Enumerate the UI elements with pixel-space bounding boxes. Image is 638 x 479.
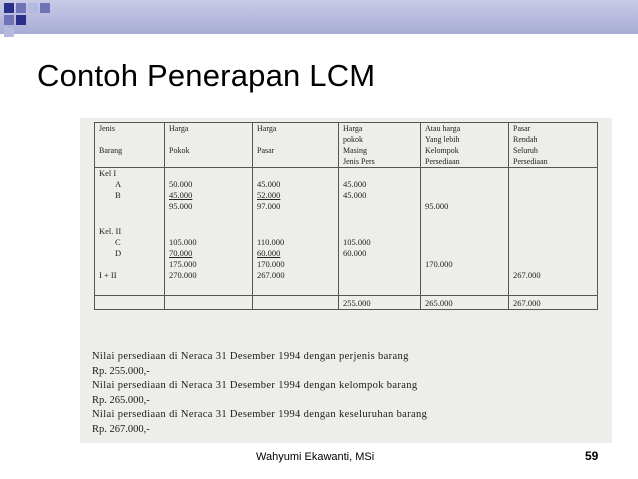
table-cell: Harga xyxy=(253,123,339,135)
table-cell xyxy=(339,201,421,212)
table-cell: B xyxy=(95,190,165,201)
table-cell: 255.000 xyxy=(339,296,421,310)
table-cell: 45.000 xyxy=(339,190,421,201)
table-cell: 170.000 xyxy=(421,259,509,270)
table-cell xyxy=(165,212,253,226)
page-number: 59 xyxy=(585,449,599,463)
table-cell xyxy=(165,134,253,145)
note-line: Rp. 267.000,- xyxy=(92,423,150,435)
table-cell: Pasar xyxy=(253,145,339,156)
table-row xyxy=(95,248,598,259)
inventory-notes xyxy=(92,350,604,438)
table-row xyxy=(95,212,598,226)
table-cell xyxy=(509,168,598,180)
note-line: Nilai persediaan di Neraca 31 Desember 1994 dengan keseluruhan barang xyxy=(92,409,428,421)
table-cell: 45.000 xyxy=(339,179,421,190)
table-cell: 270.000 xyxy=(165,270,253,281)
table-cell xyxy=(165,168,253,180)
table-cell xyxy=(95,281,165,296)
table-row xyxy=(95,168,598,180)
table-cell: Harga xyxy=(165,123,253,135)
table-cell xyxy=(253,134,339,145)
table-row xyxy=(95,237,598,248)
table-cell: 97.000 xyxy=(253,201,339,212)
table-cell: Kel I xyxy=(95,168,165,180)
table-cell xyxy=(95,259,165,270)
table-cell: 175.000 xyxy=(165,259,253,270)
table-cell: Pokok xyxy=(165,145,253,156)
table-header-row xyxy=(95,123,598,135)
table-cell xyxy=(339,270,421,281)
table-cell xyxy=(95,201,165,212)
table-row xyxy=(95,179,598,190)
table-cell xyxy=(253,296,339,310)
table-cell xyxy=(421,212,509,226)
table-cell xyxy=(253,212,339,226)
table-cell xyxy=(95,296,165,310)
table-cell xyxy=(509,179,598,190)
table-cell: 52.000 xyxy=(253,190,339,201)
table-cell: 110.000 xyxy=(253,237,339,248)
table-cell: Yang lebih xyxy=(421,134,509,145)
table-row xyxy=(95,226,598,237)
table-cell: I + II xyxy=(95,270,165,281)
table-cell: 70.000 xyxy=(165,248,253,259)
table-header-row xyxy=(95,156,598,168)
table-cell: Pasar xyxy=(509,123,598,135)
table-cell: 95.000 xyxy=(421,201,509,212)
table-cell: C xyxy=(95,237,165,248)
table-cell: 50.000 xyxy=(165,179,253,190)
table-cell xyxy=(95,156,165,168)
table-cell: 267.000 xyxy=(253,270,339,281)
table-header-row xyxy=(95,134,598,145)
table-cell xyxy=(421,179,509,190)
table-cell: 170.000 xyxy=(253,259,339,270)
table-cell xyxy=(509,248,598,259)
table-cell: Jenis Pers xyxy=(339,156,421,168)
table-cell xyxy=(509,226,598,237)
table-cell xyxy=(253,226,339,237)
table-row xyxy=(95,259,598,270)
table-row xyxy=(95,201,598,212)
table-cell xyxy=(253,281,339,296)
table-cell: Atau harga xyxy=(421,123,509,135)
table-cell xyxy=(253,156,339,168)
title-bar-band xyxy=(0,0,638,34)
table-cell xyxy=(421,226,509,237)
table-header-row xyxy=(95,145,598,156)
table-cell: 60.000 xyxy=(339,248,421,259)
table-cell: 267.000 xyxy=(509,270,598,281)
table-row xyxy=(95,190,598,201)
table-cell: 60.000 xyxy=(253,248,339,259)
table-cell: 45.000 xyxy=(165,190,253,201)
table-cell: 105.000 xyxy=(339,237,421,248)
table-cell xyxy=(339,212,421,226)
table-cell xyxy=(509,190,598,201)
table-cell: 105.000 xyxy=(165,237,253,248)
table-row xyxy=(95,281,598,296)
table-cell: Masing xyxy=(339,145,421,156)
table-cell xyxy=(339,259,421,270)
table-cell xyxy=(421,237,509,248)
table-row xyxy=(95,270,598,281)
footer-author: Wahyumi Ekawanti, MSi xyxy=(256,451,375,463)
table-cell xyxy=(339,168,421,180)
table-cell: 267.000 xyxy=(509,296,598,310)
table-cell xyxy=(95,134,165,145)
note-line: Rp. 255.000,- xyxy=(92,365,150,377)
table-cell xyxy=(509,281,598,296)
table-cell: Persediaan xyxy=(509,156,598,168)
table-cell xyxy=(421,168,509,180)
table-cell xyxy=(421,281,509,296)
note-line: Nilai persediaan di Neraca 31 Desember 1994 dengan kelompok barang xyxy=(92,380,418,392)
table-cell xyxy=(509,237,598,248)
table-cell: 265.000 xyxy=(421,296,509,310)
table-cell xyxy=(165,296,253,310)
slide-title: Contoh Penerapan LCM xyxy=(37,58,376,93)
table-cell: A xyxy=(95,179,165,190)
table-cell: 45.000 xyxy=(253,179,339,190)
table-cell xyxy=(95,212,165,226)
table-cell: Kel. II xyxy=(95,226,165,237)
table-cell: Harga xyxy=(339,123,421,135)
table-cell: Persediaan xyxy=(421,156,509,168)
inventory-table xyxy=(94,122,598,310)
table-cell xyxy=(509,201,598,212)
table-cell xyxy=(421,190,509,201)
table-cell: pokok xyxy=(339,134,421,145)
table-cell xyxy=(165,156,253,168)
note-line: Nilai persediaan di Neraca 31 Desember 1994 dengan perjenis barang xyxy=(92,351,409,362)
table-cell xyxy=(165,281,253,296)
table-cell: D xyxy=(95,248,165,259)
table-cell xyxy=(509,259,598,270)
table-cell xyxy=(165,226,253,237)
table-cell xyxy=(421,270,509,281)
table-cell: 95.000 xyxy=(165,201,253,212)
table-cell xyxy=(421,248,509,259)
table-cell xyxy=(339,226,421,237)
table-cell: Jenis xyxy=(95,123,165,135)
table-cell xyxy=(253,168,339,180)
table-cell xyxy=(509,212,598,226)
table-total-row xyxy=(95,296,598,310)
table-cell xyxy=(339,281,421,296)
table-cell: Seluruh xyxy=(509,145,598,156)
table-cell: Rendah xyxy=(509,134,598,145)
note-line: Rp. 265.000,- xyxy=(92,394,150,406)
table-cell: Barang xyxy=(95,145,165,156)
table-cell: Kelompok xyxy=(421,145,509,156)
scanned-document xyxy=(80,118,612,443)
